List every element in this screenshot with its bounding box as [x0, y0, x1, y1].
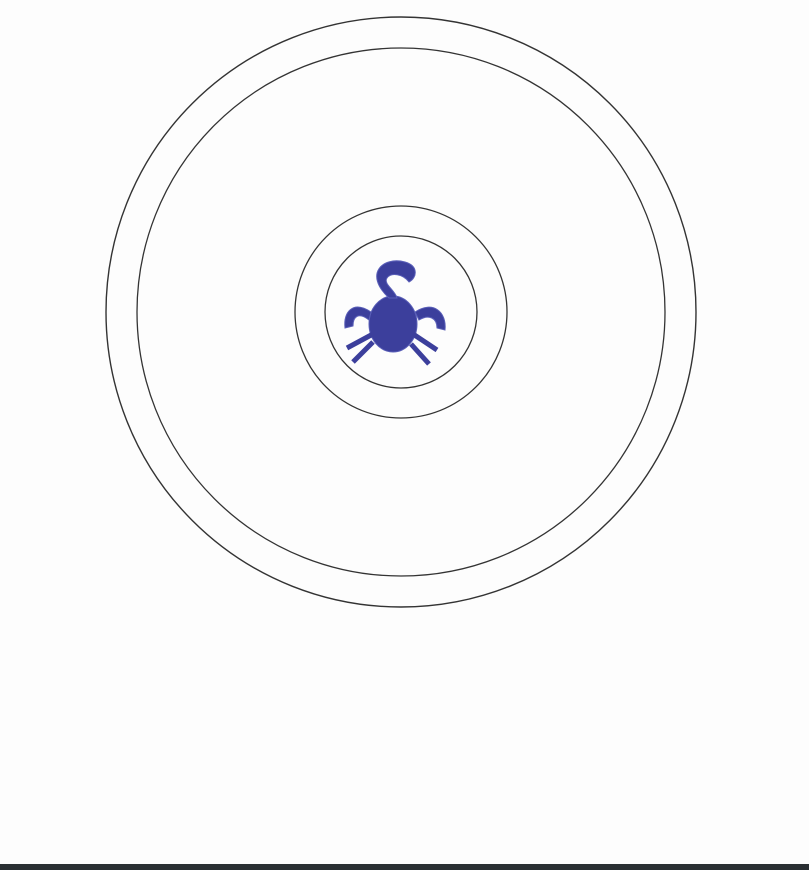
scorpion-emblem — [345, 261, 445, 364]
bottom-edge-bar — [0, 864, 809, 870]
scorpion-claw-left — [345, 307, 371, 328]
aspect-grid — [58, 548, 408, 866]
scorpion-claw-right — [415, 307, 445, 330]
scorpion-body — [369, 296, 417, 352]
scorpion-tail — [377, 261, 416, 298]
